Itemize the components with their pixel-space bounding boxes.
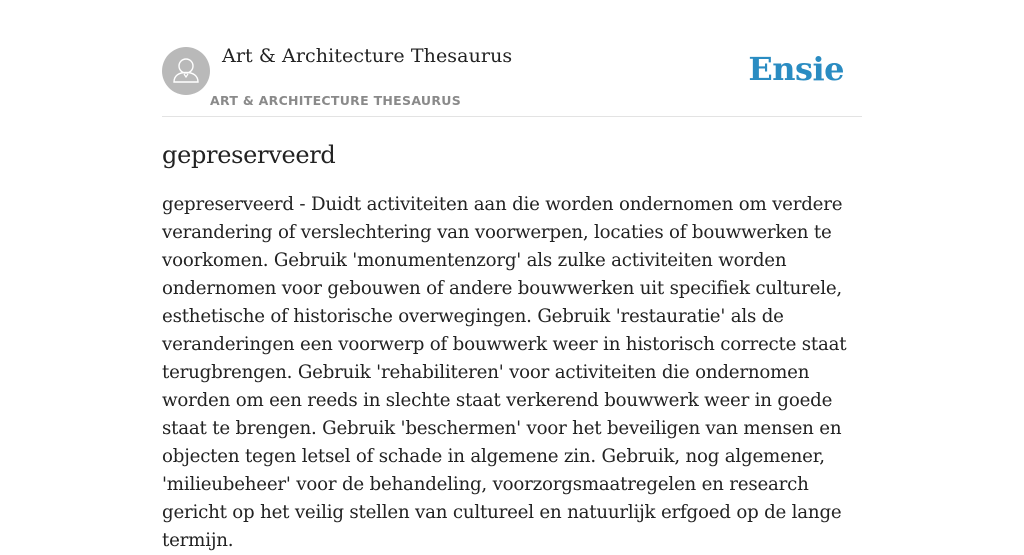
entry-definition: gepreserveerd - Duidt activiteiten aan die worden ondernomen om verdere verandering of verslechtering van voorwerpen, locaties of bouwwerken te voorkomen. Gebruik 'monumentenzorg' als zulke activiteiten worden ondernomen voor gebouwen of andere bouwwerken uit specifiek culturele, esthetische of historische overwegingen. Gebruik 'restauratie' als de veranderingen een voorwerp of bouwwerk weer in historisch correcte staat terugbrengen. Gebruik 'rehabiliteren' voor activiteiten die ondernomen worden om een reeds in slechte staat verkerend bouwwerk weer in goede staat te brengen. Gebruik 'beschermen' voor het beveiligen van mensen en objecten tegen letsel of schade in algemene zin. Gebruik, nog algemener, 'milieubeheer' voor de behandeling, voorzorgsmaatregelen en research gericht op het veilig stellen van cultureel en natuurlijk erfgoed op de lange termijn. <box>162 194 847 551</box>
source-header <box>162 0 862 117</box>
page-container <box>162 0 862 555</box>
user-avatar-icon[interactable] <box>162 47 210 95</box>
source-title[interactable]: Art & Architecture Thesaurus <box>222 45 513 67</box>
entry-term: gepreserveerd <box>162 141 336 169</box>
source-subtitle[interactable]: ART & ARCHITECTURE THESAURUS <box>210 93 462 108</box>
brand-logo[interactable]: Ensie <box>748 50 844 88</box>
